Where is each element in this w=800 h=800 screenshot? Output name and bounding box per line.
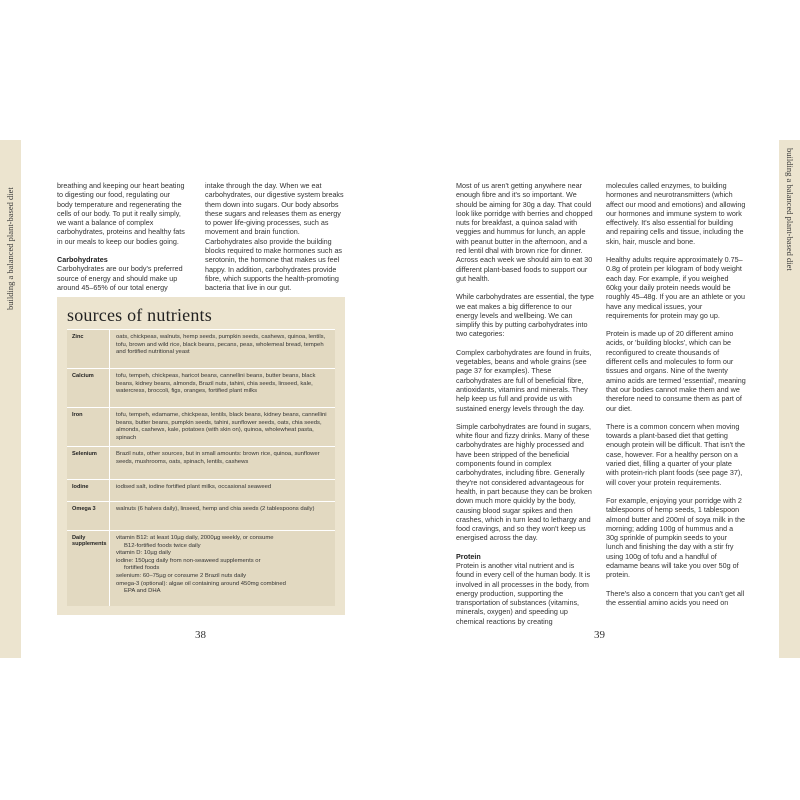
paragraph: While carbohydrates are essential, the type we eat makes a big difference to our energy levels and wellbeing. We can simplify this by putting carbohydrates into two categories: xyxy=(456,292,594,339)
table-row xyxy=(67,407,335,446)
book-spread xyxy=(0,140,800,658)
nutrient-name: Omega 3 xyxy=(72,506,96,512)
table-row xyxy=(67,329,335,368)
paragraph: Carbohydrates are our body's preferred source of energy and should make up around 45–65% of our total energy xyxy=(57,264,183,292)
table-row xyxy=(67,501,335,530)
nutrient-name: Daily supplements xyxy=(72,535,107,547)
nutrient-sources-box xyxy=(57,297,345,615)
supplement-line: selenium: 60–75µg or consume 2 Brazil nuts daily xyxy=(116,572,247,579)
left-page-column-1 xyxy=(57,181,185,301)
paragraph: Most of us aren't getting anywhere near enough fibre and it's so important. We should be aiming for 30g a day. That could look like porridge with berries and chopped nuts for breakfast, a quinoa salad with veggies and hummus for lunch, an apple with peanut butter in the afternoon, and a red lentil dhal with brown rice for dinner. Across each week we should aim to eat 30 different plant-based foods to support our gut health. xyxy=(456,181,593,283)
table-row xyxy=(67,368,335,407)
supplement-line: fortified foods xyxy=(124,565,160,572)
nutrient-foods: Brazil nuts, other sources, but in small amounts: brown rice, quinoa, sunflower seeds, mushrooms, oats, spinach, lentils, cashews xyxy=(109,447,335,479)
chapter-tab-left-text: building a balanced plant-based diet xyxy=(5,187,15,310)
paragraph: breathing and keeping our heart beating to digesting our food, regulating our body temperature and regenerating the cells of our body. To put it really simply, we want a balance of complex carbohydrates, proteins and healthy fats in our meals to keep our bodies going. xyxy=(57,181,185,246)
section-heading-carbohydrates: Carbohydrates xyxy=(57,255,108,265)
nutrient-foods: iodised salt, iodine fortified plant milks, occasional seaweed xyxy=(109,480,335,501)
supplement-line: omega-3 (optional): algae oil containing around 450mg combined xyxy=(116,580,286,587)
supplement-line: B12-fortified foods twice daily xyxy=(124,542,201,549)
supplements-list xyxy=(109,531,335,606)
nutrient-name: Iodine xyxy=(72,484,89,490)
chapter-tab-left xyxy=(0,140,21,658)
nutrient-foods: walnuts (6 halves daily), linseed, hemp and chia seeds (2 tablespoons daily) xyxy=(109,502,335,530)
paragraph: Healthy adults require approximately 0.75–0.8g of protein per kilogram of body weight each day. For example, if you weighed 60kg your daily protein needs would be roughly 45–48g. If you are an athlete or you have any medical issues, your requirements for protein may go up. xyxy=(606,255,746,320)
nutrient-foods: tofu, tempeh, chickpeas, haricot beans, cannellini beans, butter beans, black beans, kidney beans, almonds, Brazil nuts, tahini, chia seeds, linseed, kale, watercress, broccoli, figs, oranges, fortified plant milks xyxy=(109,369,335,407)
paragraph: Protein is made up of 20 different amino acids, or 'building blocks', which can be reconfigured to create thousands of different cells and molecules to form our tissues and organs. Nine of the twenty amino acids are termed 'essential', meaning that our bodies cannot make them and we therefore need to consume them as part of our diet. xyxy=(606,329,746,413)
page-number-left: 38 xyxy=(195,629,206,641)
nutrient-name: Zinc xyxy=(72,334,84,340)
supplement-line: iodine: 150µcg daily from non-seaweed supplements or xyxy=(116,557,261,564)
paragraph: There's also a concern that you can't get all the essential amino acids you need on xyxy=(606,588,745,607)
paragraph: Protein is another vital nutrient and is found in every cell of the human body. It is involved in all processes in the body, from energy production, supporting the transportation of substances (vitamins, minerals, oxygen) and speeding up chemical reactions by creating xyxy=(456,560,591,626)
nutrient-foods: oats, chickpeas, walnuts, hemp seeds, pumpkin seeds, cashews, quinoa, lentils, tofu, brown and wild rice, black beans, pecans, peas, wholemeal bread, tempeh and fortified nutritional yeast xyxy=(109,330,335,368)
paragraph: intake through the day. When we eat carbohydrates, our digestive system breaks them down into sugars. Our body absorbs these sugars and releases them as energy to power life-giving processes, such as movement and brain function. Carbohydrates also provide the building blocks required to make hormones such as serotonin, the hormone that makes us feel happy. In addition, carbohydrates provide fibre, which supports the health-promoting bacteria that live in our gut. xyxy=(205,181,344,293)
nutrient-table xyxy=(67,329,335,606)
section-heading-protein: Protein xyxy=(456,551,481,561)
right-page-column-1 xyxy=(456,181,594,635)
paragraph: Complex carbohydrates are found in fruits, vegetables, beans and whole grains (see page 37 for examples). These carbohydrates are full of beneficial fibre, antioxidants, vitamins and minerals. They help keep us full and provide us with sustained energy levels through the day. xyxy=(456,347,592,413)
nutrient-name: Iron xyxy=(72,412,83,418)
chapter-tab-right xyxy=(779,140,800,658)
left-page-column-2 xyxy=(205,181,345,302)
paragraph: Simple carbohydrates are found in sugars, white flour and fizzy drinks. Many of these carbohydrates are highly processed and have been stripped of the beneficial components found in complex carbohydrates, including fibre. Generally they're not considered advantageous for health, in part because they can be broken down much more quickly by the body, causing blood sugar spikes and then crashes, which in turn lead to lethargy and food cravings, and so they won't keep us energised across the day. xyxy=(456,421,592,543)
table-row xyxy=(67,446,335,479)
nutrient-name: Calcium xyxy=(72,373,94,379)
nutrient-foods: tofu, tempeh, edamame, chickpeas, lentils, black beans, kidney beans, cannellini beans, butter beans, pumpkin seeds, tahini, sunflower seeds, oats, chia seeds, almonds, cashews, kale, potatoes (with skin on), quinoa, wholewheat pasta, spinach xyxy=(109,408,335,446)
paragraph: molecules called enzymes, to building hormones and neurotransmitters (which affect our mood and emotions) and allowing our hormones and immune system to work effectively. It's also essential for building and repairing cells and tissue, including the skin, hair, muscle and bone. xyxy=(606,181,746,246)
right-page-column-2 xyxy=(606,181,746,616)
box-title: sources of nutrients xyxy=(67,305,212,325)
chapter-tab-right-text: building a balanced plant-based diet xyxy=(785,148,795,271)
supplement-line: vitamin D: 10µg daily xyxy=(116,550,171,557)
paragraph: For example, enjoying your porridge with 2 tablespoons of hemp seeds, 1 tablespoon almond butter and 200ml of soya milk in the morning; adding 100g of hummus and a 30g sprinkle of pumpkin seeds to your lunch and finishing the day with a stir fry using 100g of tofu and a handful of edamame beans will take you over 50g of protein. xyxy=(606,495,746,580)
table-row xyxy=(67,479,335,501)
page-number-right: 39 xyxy=(594,629,605,641)
supplement-line: vitamin B12: at least 10µg daily, 2000µg weekly, or consume xyxy=(116,535,274,541)
nutrient-name: Selenium xyxy=(72,451,97,457)
supplement-line: EPA and DHA xyxy=(124,588,161,595)
paragraph: There is a common concern when moving towards a plant-based diet that getting enough protein will be difficult. That isn't the case, however. For a healthy person on a varied diet, filling a quarter of your plate with protein-rich plant foods (see page 37), will cover your protein requirements. xyxy=(606,421,745,487)
table-row-supplements xyxy=(67,530,335,606)
